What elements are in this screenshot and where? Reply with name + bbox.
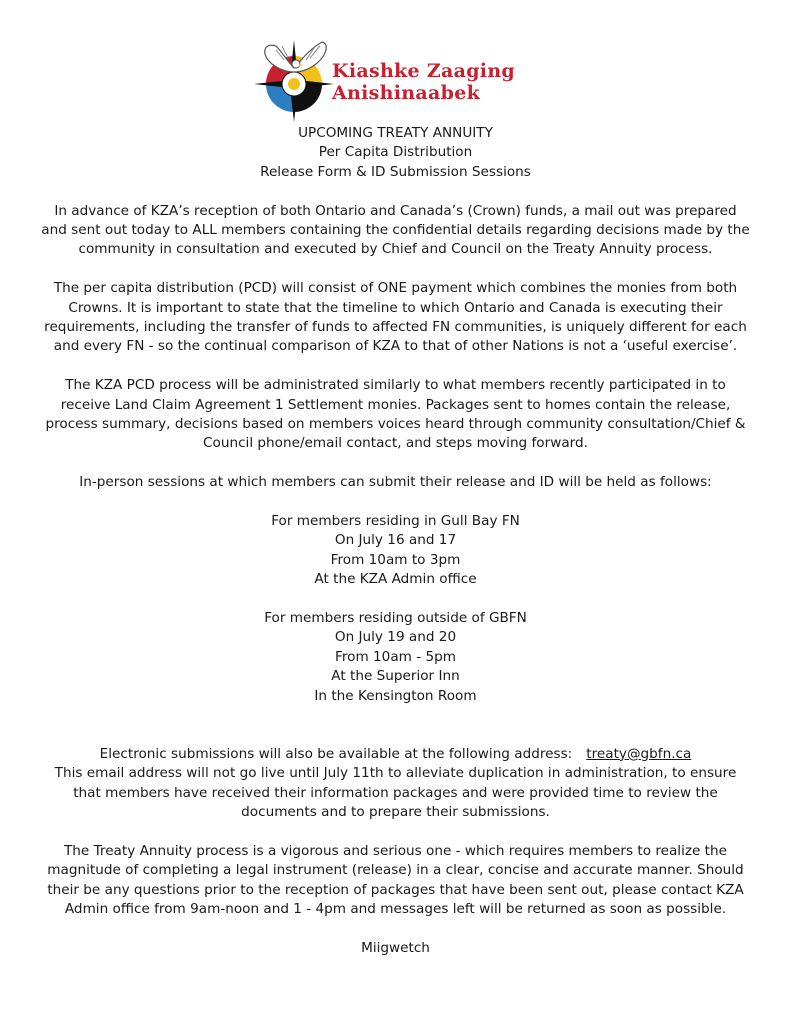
session-1-line-2: On July 16 and 17 [334,532,457,549]
header-line-3: Release Form & ID Submission Sessions [260,163,531,180]
logo-wordmark [332,60,515,104]
paragraph-sessions-intro: In-person sessions at which members can submit their release and ID will be held as follows: [79,474,712,491]
electronic-intro: Electronic submissions will also be available at the following address: [99,745,573,762]
kza-logo [250,34,540,124]
paragraph-process: The KZA PCD process will be administrated similarly to what members recently participated in to receive Land Claim Agreement 1 Settlement monies. Packages sent to homes contain the release, process summary, decisions based on members voices heard through community consultation/Chief & Council phone/email contact, and steps moving forward. [45,377,746,452]
session-2-line-2: On July 19 and 20 [334,629,457,646]
session-2-line-3: From 10am - 5pm [335,648,456,665]
session-2-line-1: For members residing outside of GBFN [264,610,527,627]
treaty-email-link[interactable]: treaty@gbfn.ca [586,745,692,762]
session-1-line-3: From 10am to 3pm [330,551,461,568]
logo-line-1: Kiashke Zaaging [332,60,516,82]
paragraph-pcd: The per capita distribution (PCD) will consist of ONE payment which combines the monies from both Crowns. It is important to state that the timeline to which Ontario and Canada is executing their requirements, including the transfer of funds to affected FN communities, is uniquely different for each and every FN - so the continual comparison of KZA to that of other Nations is not a ‘useful exercise’. [44,280,747,355]
electronic-note: This email address will not go live until July 11th to alleviate duplication in administration, to ensure that members have received their information packages and were provided time to review the documents and to prepare their submissions. [54,765,737,821]
session-2-line-4: At the Superior Inn [331,668,460,685]
eagle-medicine-wheel-icon [250,34,340,124]
session-gull-bay [40,512,751,590]
session-1-line-1: For members residing in Gull Bay FN [271,513,520,530]
paragraph-treaty-annuity: The Treaty Annuity process is a vigorous and serious one - which requires members to realize the magnitude of completing a legal instrument (release) in a clear, concise and accurate manner. Should their be any questions prior to the reception of packages that have been sent out, please contact KZA Admin office from 9am-noon and 1 - 4pm and messages left will be returned as soon as possible. [47,842,744,918]
session-2-line-5: In the Kensington Room [314,687,477,704]
paragraph-mail-out: In advance of KZA’s reception of both Ontario and Canada’s (Crown) funds, a mail out was prepared and sent out today to ALL members containing the confidential details regarding decisions made by the community in consultation and executed by Chief and Council on the Treaty Annuity process. [41,202,750,258]
logo-line-2: Anishinaabek [332,82,481,104]
notice-document [40,124,751,958]
closing-miigwetch: Miigwetch [361,939,430,956]
electronic-submissions [40,745,751,764]
header-line-1: UPCOMING TREATY ANNUITY [298,125,493,141]
session-1-line-4: At the KZA Admin office [314,571,477,588]
session-outside-gbfn [40,609,751,706]
header-line-2: Per Capita Distribution [318,144,473,161]
